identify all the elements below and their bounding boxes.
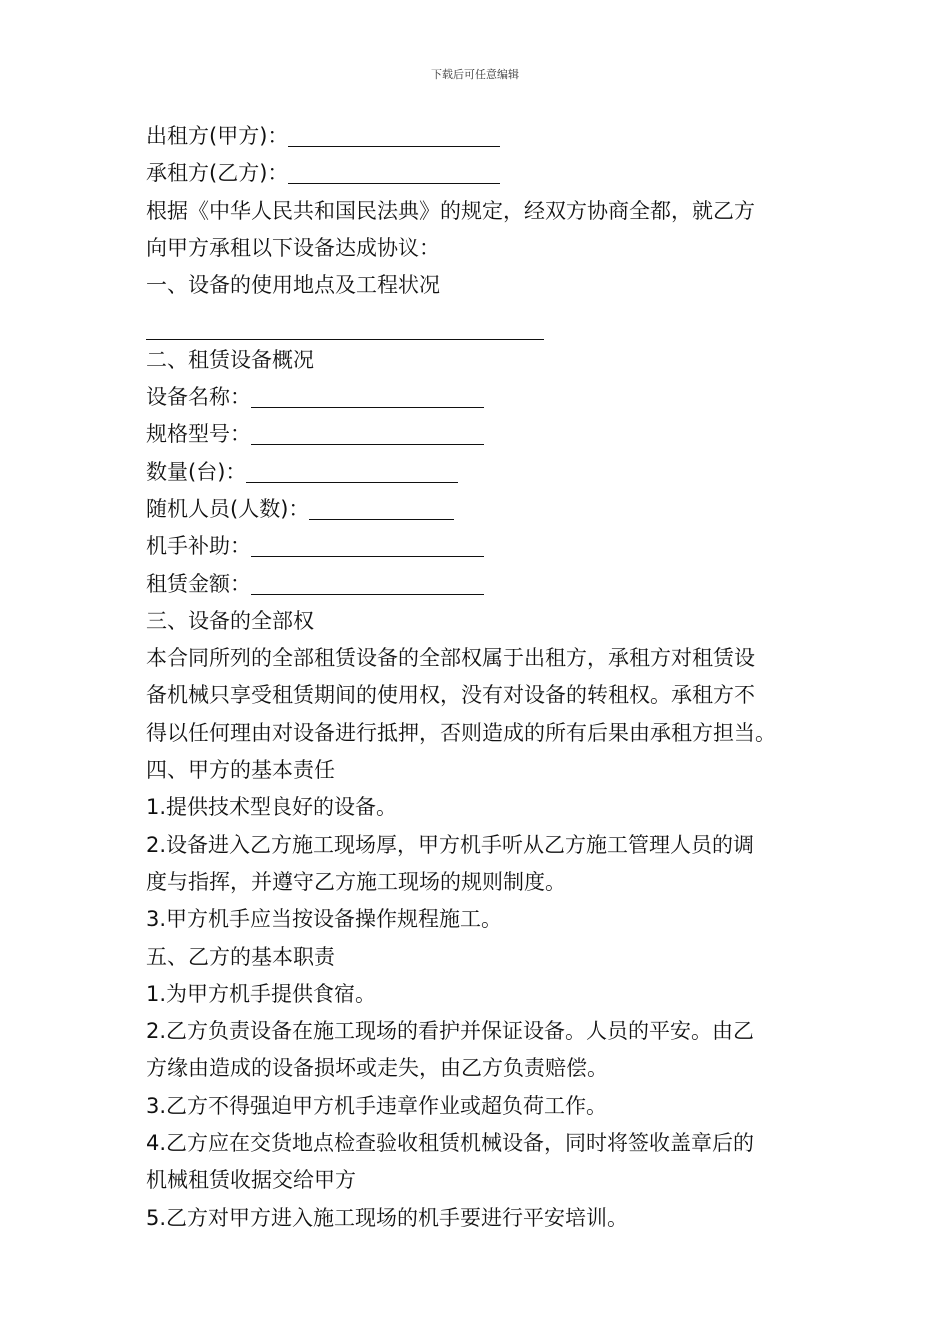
paragraph-line: 得以任何理由对设备进行抵押，否则造成的所有后果由承租方担当。: [146, 720, 776, 745]
field-label: 规格型号：: [146, 422, 251, 447]
staff-count-line: [146, 491, 811, 528]
clause-line: 度与指挥，并遵守乙方施工现场的规则制度。: [146, 869, 566, 894]
lessor-label: 出租方(甲方)：: [146, 124, 289, 148]
section-heading: 二、租赁设备概况: [146, 347, 314, 372]
lessor-blank: [288, 125, 500, 147]
field-label: 租赁金额：: [146, 571, 251, 596]
field-label: 数量(台)：: [146, 459, 247, 484]
field-blank: [251, 535, 484, 557]
field-blank: [246, 461, 458, 483]
location-blank-line: [146, 304, 811, 341]
quantity-line: [146, 454, 811, 491]
rental-amount-line: [146, 566, 811, 603]
paragraph-line: 根据《中华人民共和国民法典》的规定，经双方协商全都，就乙方: [146, 198, 755, 223]
lessee-blank: [288, 162, 500, 184]
operator-allowance-line: [146, 528, 811, 565]
clause-line: 4.乙方应在交货地点检查验收租赁机械设备，同时将签收盖章后的: [146, 1131, 755, 1156]
model-line: [146, 416, 811, 453]
field-blank: [251, 386, 484, 408]
page-header-note: 下载后可任意编辑: [431, 68, 519, 81]
lessee-line: [146, 155, 811, 192]
section-heading: 一、设备的使用地点及工程状况: [146, 273, 440, 298]
location-blank: [146, 323, 544, 340]
field-blank: [251, 423, 484, 445]
field-label: 随机人员(人数)：: [146, 496, 310, 521]
field-label: 设备名称：: [146, 385, 251, 410]
clause-line: 2.设备进入乙方施工现场厚，甲方机手听从乙方施工管理人员的调: [146, 832, 755, 857]
paragraph-line: 备机械只享受租赁期间的使用权，没有对设备的转租权。承租方不: [146, 683, 755, 708]
lessee-label: 承租方(乙方)：: [146, 161, 289, 186]
lessor-line: [146, 118, 811, 155]
contract-body: [146, 118, 811, 1237]
paragraph-line: 向甲方承租以下设备达成协议：: [146, 235, 440, 260]
section-heading: 四、甲方的基本责任: [146, 758, 335, 783]
section-heading: 五、乙方的基本职责: [146, 944, 335, 969]
field-blank: [251, 573, 484, 595]
paragraph-line: 本合同所列的全部租赁设备的全部权属于出租方，承租方对租赁设: [146, 646, 755, 671]
field-label: 机手补助：: [146, 534, 251, 559]
clause-line: 1.为甲方机手提供食宿。: [146, 981, 377, 1006]
field-blank: [309, 498, 454, 520]
clause-line: 3.甲方机手应当按设备操作规程施工。: [146, 907, 503, 932]
clause-line: 1.提供技术型良好的设备。: [146, 795, 398, 820]
clause-line: 3.乙方不得强迫甲方机手违章作业或超负荷工作。: [146, 1093, 608, 1118]
equipment-name-line: [146, 379, 811, 416]
clause-line: 5.乙方对甲方进入施工现场的机手要进行平安培训。: [146, 1205, 629, 1230]
clause-line: 机械租赁收据交给甲方: [146, 1168, 356, 1193]
clause-line: 方缘由造成的设备损坏或走失，由乙方负责赔偿。: [146, 1056, 608, 1081]
section-heading: 三、设备的全部权: [146, 608, 314, 633]
clause-line: 2.乙方负责设备在施工现场的看护并保证设备。人员的平安。由乙: [146, 1019, 755, 1044]
